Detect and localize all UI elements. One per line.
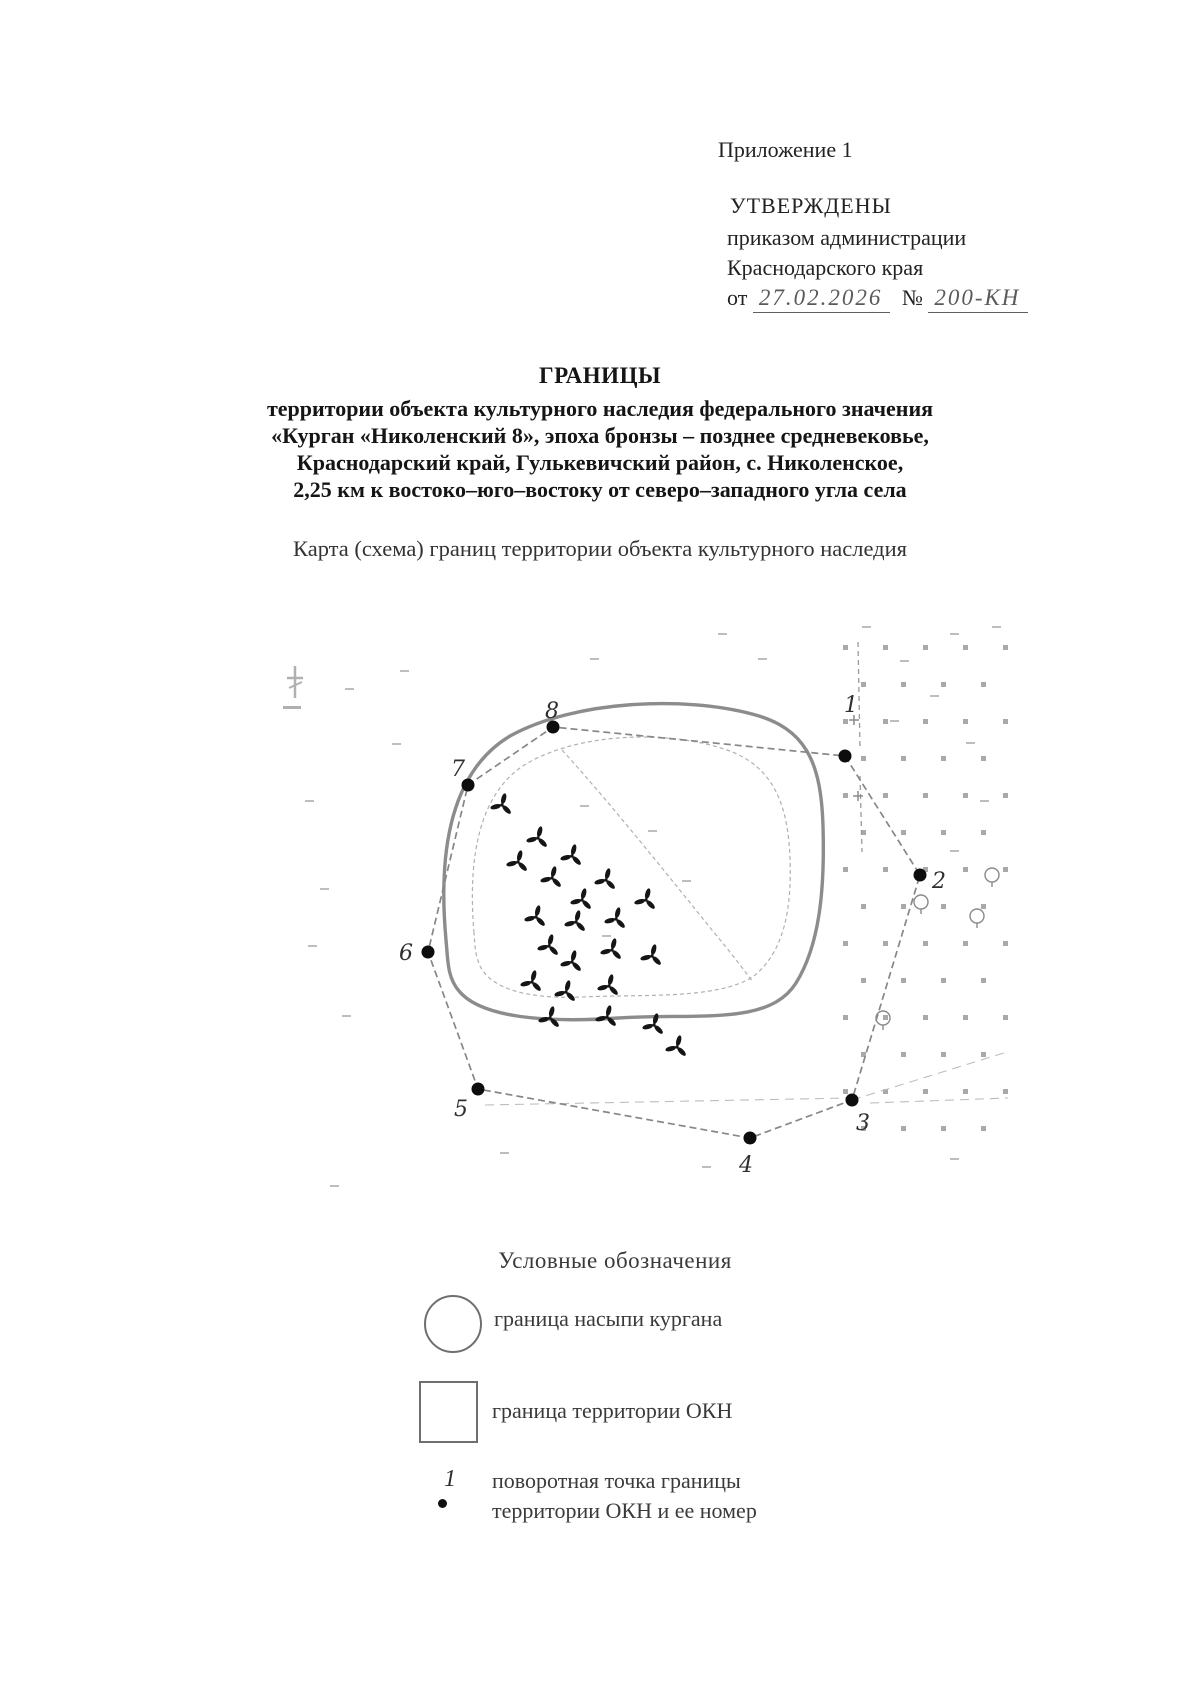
orchard-dot: [843, 941, 848, 946]
bush-leaf: [610, 938, 617, 950]
bush-leaf: [564, 920, 576, 927]
bush-center: [574, 920, 577, 923]
bush-center: [500, 803, 503, 806]
bush-leaf: [564, 980, 571, 992]
orchard-dot: [843, 1015, 848, 1020]
bush-leaf: [607, 974, 614, 986]
orchard-dot: [981, 904, 986, 909]
bush-leaf: [650, 944, 657, 956]
bush-center: [604, 878, 607, 881]
orchard-dot: [901, 904, 906, 909]
orchard-dot: [981, 682, 986, 687]
map-caption: Карта (схема) границ территории объекта культурного наследия: [293, 536, 907, 561]
orchard-dot: [883, 793, 888, 798]
boundary-point-3: [846, 1094, 859, 1107]
bush-symbol: [560, 844, 582, 866]
orchard-dot: [941, 1126, 946, 1131]
noise-mark: [308, 945, 317, 947]
orchard-dot: [981, 978, 986, 983]
orchard-dot: [901, 1126, 906, 1131]
bush-leaf: [570, 950, 577, 962]
scrub-mark: [283, 706, 301, 709]
bush-leaf: [652, 1013, 659, 1025]
number-sign: №: [901, 285, 923, 310]
orchard-dot: [941, 830, 946, 835]
bush-symbol: [490, 793, 512, 815]
point-label-3: 3: [856, 1111, 870, 1136]
bush-leaf: [644, 888, 651, 900]
map-svg: [250, 600, 1010, 1200]
legend-point-dot: [438, 1499, 447, 1508]
map-schema: [250, 600, 1010, 1200]
bush-symbol: [595, 1005, 617, 1027]
bush-leaf: [524, 915, 536, 922]
mound-boundary-symbol: [424, 1295, 482, 1353]
orchard-dot: [843, 867, 848, 872]
boundary-point-1: [839, 750, 852, 763]
orchard-dot: [1003, 1089, 1008, 1094]
bush-center: [614, 917, 617, 920]
bush-leaf: [605, 1005, 612, 1017]
bush-center: [547, 944, 550, 947]
handwritten-date: 27.02.2026: [753, 285, 891, 313]
point-label-5: 5: [454, 1097, 468, 1122]
noise-mark: [345, 688, 354, 690]
bush-leaf: [506, 860, 518, 867]
bush-symbol: [524, 905, 546, 927]
noise-mark: [966, 742, 975, 744]
handwritten-number: 200-КН: [928, 285, 1028, 313]
bush-leaf: [574, 910, 581, 922]
boundary-point-6: [422, 946, 435, 959]
bush-center: [548, 1016, 551, 1019]
bush-leaf: [614, 907, 621, 919]
legend-point-number: 1: [444, 1466, 456, 1492]
orchard-dot: [963, 941, 968, 946]
tree-symbol: [914, 895, 928, 909]
noise-mark: [992, 626, 1001, 628]
legend-point-label-line1: поворотная точка границы: [492, 1468, 741, 1493]
noise-mark: [320, 888, 329, 890]
bush-center: [536, 836, 539, 839]
orchard-dot: [901, 1052, 906, 1057]
orchard-dot: [901, 682, 906, 687]
orchard-dot: [1003, 867, 1008, 872]
orchard-dot: [861, 904, 866, 909]
noise-mark: [648, 830, 657, 832]
orchard-dot: [883, 867, 888, 872]
bush-leaf: [594, 878, 606, 885]
orchard-dot: [883, 719, 888, 724]
noise-mark: [342, 1015, 351, 1017]
legend-item-point-label: [492, 1466, 932, 1526]
bush-center: [605, 1015, 608, 1018]
orchard-dot: [861, 978, 866, 983]
track-line: [858, 642, 860, 748]
noise-mark: [950, 633, 959, 635]
orchard-dot: [963, 719, 968, 724]
noise-mark: [758, 658, 767, 660]
bush-symbol: [564, 910, 586, 932]
title-block: [150, 362, 1050, 503]
orchard-dot: [1003, 793, 1008, 798]
orchard-dot: [923, 1089, 928, 1094]
bush-center: [644, 898, 647, 901]
bush-center: [570, 854, 573, 857]
bush-symbol: [634, 888, 656, 910]
bush-leaf: [640, 954, 652, 961]
bush-leaf: [560, 854, 572, 861]
bush-leaf: [550, 866, 557, 878]
from-label: от: [727, 285, 748, 310]
bush-symbol: [520, 970, 542, 992]
noise-mark: [500, 1152, 509, 1154]
bush-leaf: [675, 1035, 682, 1047]
track-line: [860, 776, 862, 852]
orchard-dot: [883, 1015, 888, 1020]
point-label-7: 7: [451, 757, 465, 782]
bush-leaf: [526, 836, 538, 843]
title-line-4: Краснодарский край, Гулькевичский район, с. Николенское,: [296, 450, 904, 475]
noise-mark: [930, 695, 939, 697]
orchard-dot: [941, 1052, 946, 1057]
bush-symbol: [560, 950, 582, 972]
bush-symbol: [570, 888, 592, 910]
bush-leaf: [570, 844, 577, 856]
orchard-dot: [981, 756, 986, 761]
bush-leaf: [548, 1006, 555, 1018]
faint-line: [870, 1098, 1008, 1103]
tree-symbol: [985, 868, 999, 882]
noise-mark: [305, 800, 314, 802]
noise-mark: [890, 720, 899, 722]
faint-line: [852, 1052, 1007, 1100]
bush-leaf: [642, 1023, 654, 1030]
noise-mark: [862, 626, 871, 628]
bush-symbol: [526, 826, 548, 848]
orchard-dot: [981, 1126, 986, 1131]
bush-leaf: [530, 970, 537, 982]
orchard-dot: [963, 1089, 968, 1094]
bush-leaf: [570, 898, 582, 905]
noise-mark: [718, 633, 727, 635]
faint-line: [485, 1098, 850, 1105]
bush-leaf: [490, 803, 502, 810]
orchard-dot: [941, 978, 946, 983]
noise-mark: [392, 743, 401, 745]
boundary-point-2: [914, 869, 927, 882]
bush-symbol: [604, 907, 626, 929]
orchard-dot: [843, 719, 848, 724]
orchard-dot: [941, 682, 946, 687]
bush-symbol: [554, 980, 576, 1002]
noise-mark: [400, 670, 409, 672]
mound-boundary: [444, 704, 824, 1020]
noise-mark: [980, 800, 989, 802]
title-line-2: территории объекта культурного наследия федерального значения: [266, 396, 934, 421]
point-label-8: 8: [545, 699, 559, 724]
bush-leaf: [536, 826, 543, 838]
orchard-dot: [963, 1015, 968, 1020]
bush-leaf: [595, 1015, 607, 1022]
tree-symbol: [970, 909, 984, 923]
orchard-dot: [843, 793, 848, 798]
bush-symbol: [600, 938, 622, 960]
point-label-6: 6: [399, 941, 413, 966]
bush-symbol: [540, 866, 562, 888]
bush-symbol: [537, 934, 559, 956]
noise-mark: [950, 850, 959, 852]
orchard-dot: [981, 1052, 986, 1057]
title-line-3: «Курган «Николенский 8», эпоха бронзы – позднее средневековье,: [271, 423, 929, 448]
bush-center: [650, 954, 653, 957]
bush-leaf: [547, 934, 554, 946]
boundary-point-4: [744, 1132, 757, 1145]
bush-center: [570, 960, 573, 963]
bush-leaf: [516, 850, 523, 862]
bush-center: [652, 1023, 655, 1026]
page-title: ГРАНИЦЫ: [538, 363, 662, 388]
bush-symbol: [506, 850, 528, 872]
bush-center: [530, 980, 533, 983]
orchard-dot: [963, 645, 968, 650]
bush-leaf: [554, 990, 566, 997]
orchard-dot: [901, 830, 906, 835]
orchard-dot: [941, 904, 946, 909]
bush-center: [607, 984, 610, 987]
orchard-dot: [981, 830, 986, 835]
bush-center: [516, 860, 519, 863]
bush-center: [580, 898, 583, 901]
orchard-dot: [923, 645, 928, 650]
bush-leaf: [604, 868, 611, 880]
bush-symbol: [597, 974, 619, 996]
noise-mark: [330, 1185, 339, 1187]
orchard-dot: [923, 1015, 928, 1020]
orchard-dot: [843, 645, 848, 650]
bush-center: [675, 1045, 678, 1048]
bush-symbol: [665, 1035, 687, 1057]
orchard-dot: [1003, 941, 1008, 946]
orchard-dot: [901, 978, 906, 983]
orchard-dot: [941, 756, 946, 761]
orchard-dot: [901, 756, 906, 761]
orchard-dot: [883, 941, 888, 946]
bush-symbol: [640, 944, 662, 966]
orchard-dot: [1003, 719, 1008, 724]
point-label-1: 1: [844, 693, 858, 718]
bush-leaf: [534, 905, 541, 917]
okn-boundary: [428, 727, 920, 1138]
bush-leaf: [604, 917, 616, 924]
approved-by-line1: приказом администрации: [727, 225, 967, 250]
bush-center: [550, 876, 553, 879]
legend-item-okn-label: граница территории ОКН: [492, 1398, 733, 1423]
bush-symbol: [594, 868, 616, 890]
bush-center: [564, 990, 567, 993]
orchard-dot: [923, 719, 928, 724]
okn-boundary-symbol: [419, 1381, 478, 1443]
bush-leaf: [540, 876, 552, 883]
orchard-dot: [861, 682, 866, 687]
orchard-dot: [963, 793, 968, 798]
noise-mark: [602, 935, 611, 937]
title-line-5: 2,25 км к востоко–юго–востоку от северо–западного угла села: [293, 477, 907, 502]
legend-item-mound-label: граница насыпи кургана: [494, 1306, 723, 1331]
point-label-4: 4: [739, 1153, 753, 1178]
noise-mark: [682, 880, 691, 882]
bush-center: [534, 915, 537, 918]
noise-mark: [590, 658, 599, 660]
orchard-dot: [923, 941, 928, 946]
bush-leaf: [537, 944, 549, 951]
orchard-dot: [861, 756, 866, 761]
bush-leaf: [600, 948, 612, 955]
orchard-dot: [963, 867, 968, 872]
approved-by-line2: Краснодарского края: [727, 255, 924, 280]
boundary-point-5: [472, 1083, 485, 1096]
noise-mark: [702, 1166, 711, 1168]
bush-center: [610, 948, 613, 951]
bush-leaf: [665, 1045, 677, 1052]
bush-leaf: [500, 793, 507, 805]
legend-heading: Условные обозначения: [498, 1248, 732, 1273]
bush-leaf: [634, 898, 646, 905]
order-date-number-line: [727, 285, 1028, 313]
noise-mark: [950, 1158, 959, 1160]
mound-inner-line: [562, 750, 753, 982]
noise-mark: [900, 660, 909, 662]
approved-label: УТВЕРЖДЕНЫ: [730, 193, 892, 218]
orchard-dot: [1003, 645, 1008, 650]
point-label-2: 2: [932, 869, 946, 894]
bush-leaf: [520, 980, 532, 987]
orchard-dot: [923, 793, 928, 798]
orchard-dot: [883, 645, 888, 650]
appendix-label: Приложение 1: [718, 137, 853, 162]
bush-leaf: [597, 984, 609, 991]
bush-leaf: [580, 888, 587, 900]
orchard-dot: [843, 1089, 848, 1094]
noise-mark: [580, 805, 589, 807]
orchard-dot: [1003, 1015, 1008, 1020]
legend-point-label-line2: территории ОКН и ее номер: [492, 1498, 757, 1523]
bush-leaf: [560, 960, 572, 967]
